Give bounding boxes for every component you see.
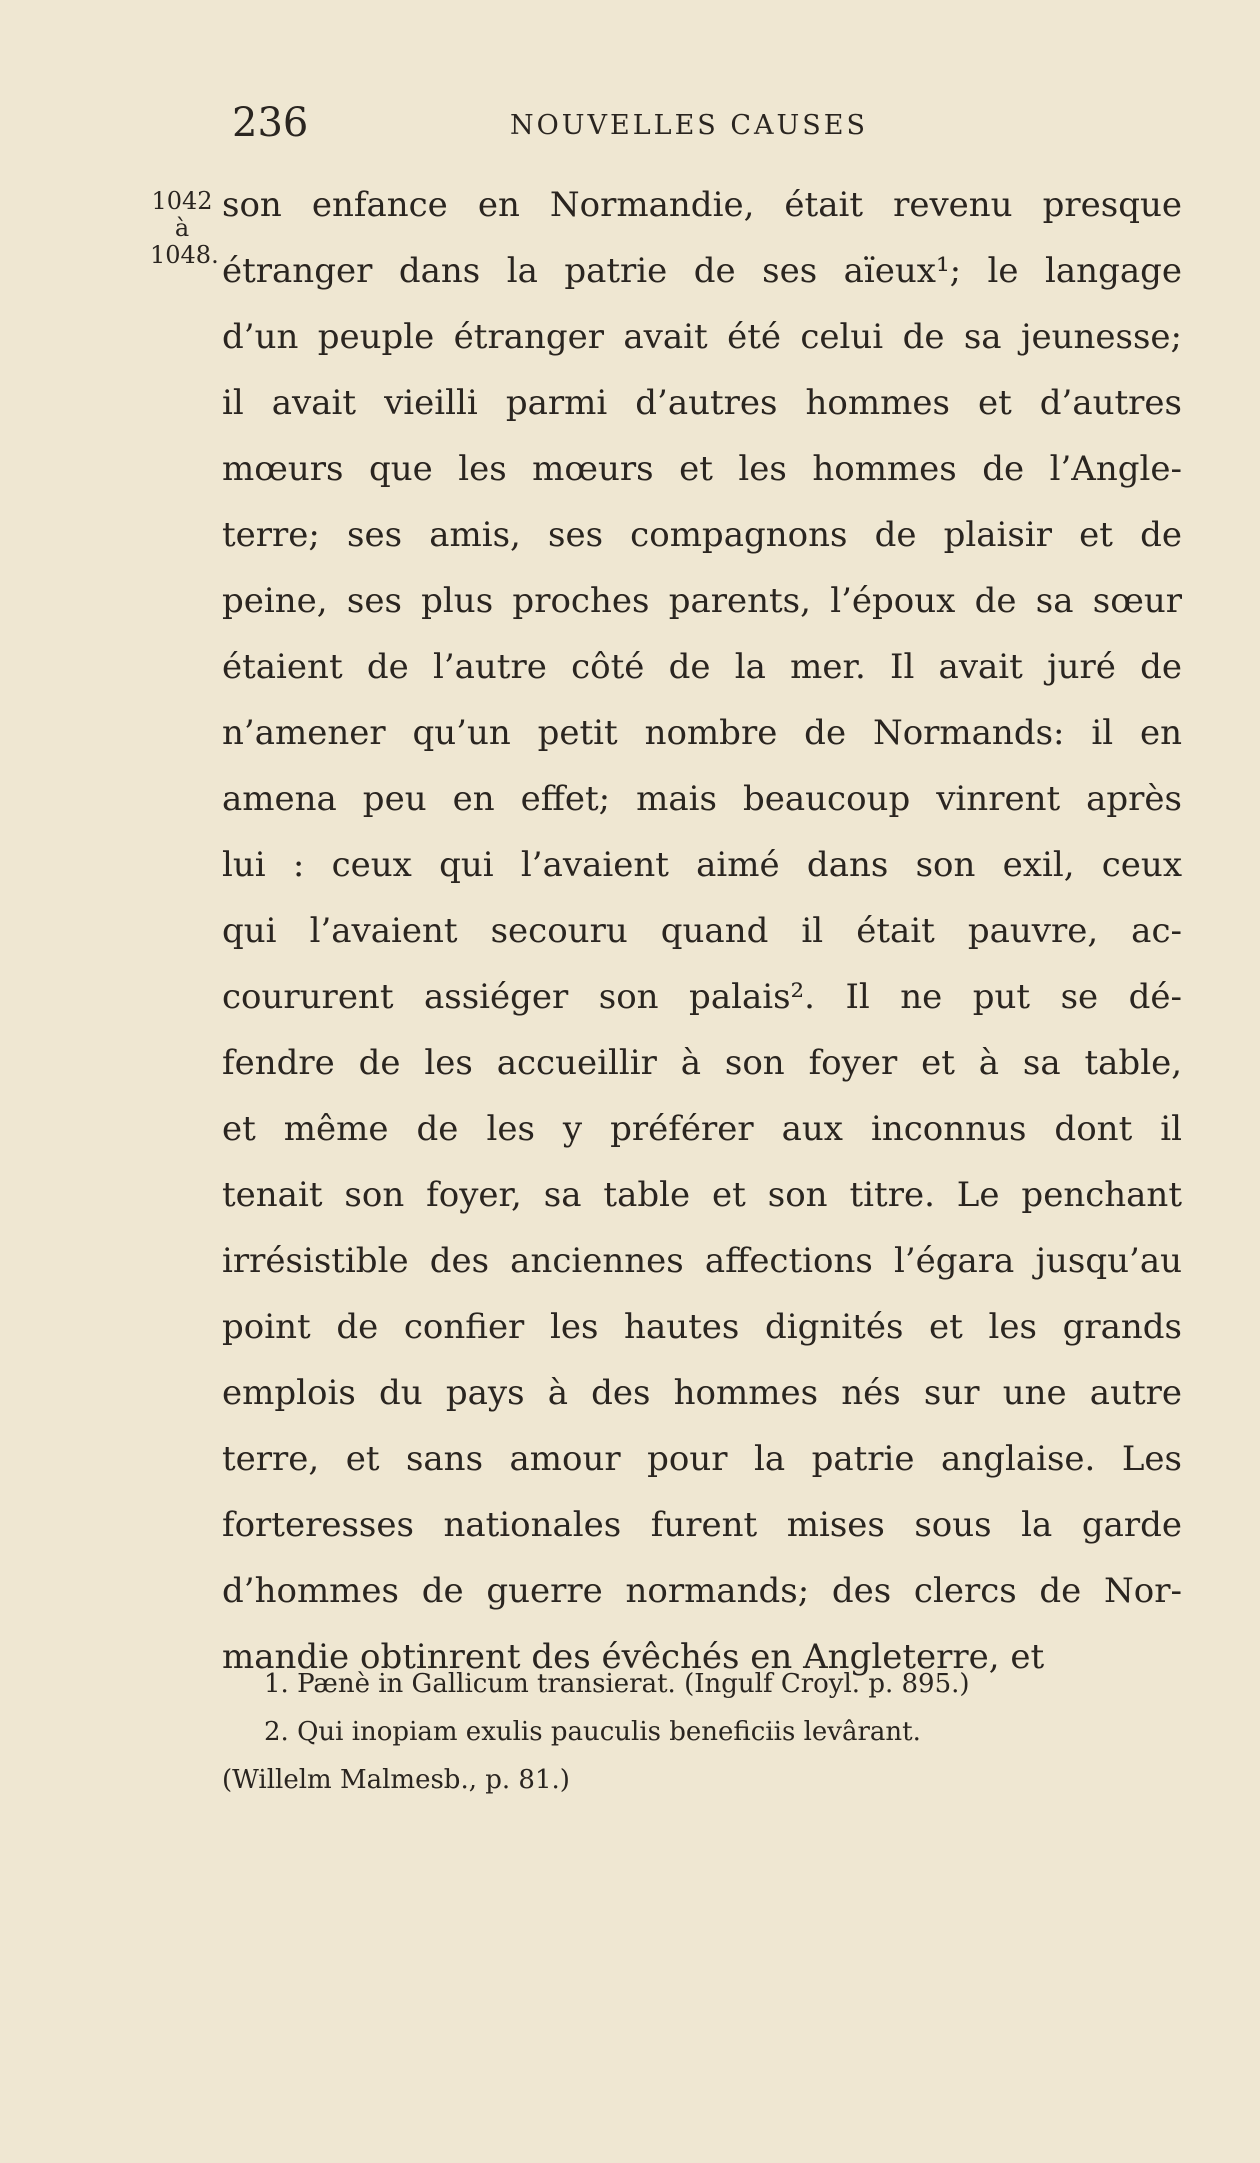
footnotes xyxy=(222,1660,1182,1804)
text-line: et même de les y préférer aux inconnus dont il xyxy=(222,1109,1182,1149)
page-number: 236 xyxy=(232,100,309,146)
text-line: étaient de l’autre côté de la mer. Il avait juré de xyxy=(222,647,1182,687)
margin-date-from: 1042 xyxy=(151,187,213,215)
text-line: étranger dans la patrie de ses aïeux¹; le langage xyxy=(222,251,1182,291)
text-line: tenait son foyer, sa table et son titre. Le penchant xyxy=(222,1175,1182,1215)
page-header xyxy=(232,100,872,160)
text-line: point de confier les hautes dignités et les grands xyxy=(222,1307,1182,1347)
text-line: mandie obtinrent des évêchés en Angleterre, et xyxy=(222,1637,1045,1677)
running-title: NOUVELLES CAUSES xyxy=(510,110,868,141)
text-line: irrésistible des anciennes affections l’égara jusqu’au xyxy=(222,1241,1182,1281)
text-line: il avait vieilli parmi d’autres hommes et d’autres xyxy=(222,383,1182,423)
text-line: amena peu en effet; mais beaucoup vinrent après xyxy=(222,779,1182,819)
text-line: lui : ceux qui l’avaient aimé dans son exil, ceux xyxy=(222,845,1182,885)
text-line: mœurs que les mœurs et les hommes de l’Angle- xyxy=(222,449,1182,489)
margin-date-range xyxy=(150,187,219,269)
margin-date-to: 1048. xyxy=(150,241,219,269)
footnote-2-continuation: (Willelm Malmesb., p. 81.) xyxy=(222,1765,570,1795)
text-line: n’amener qu’un petit nombre de Normands: il en xyxy=(222,713,1182,753)
body-text xyxy=(222,172,1182,1690)
text-line: peine, ses plus proches parents, l’époux de sa sœur xyxy=(222,581,1182,621)
text-line: coururent assiéger son palais². Il ne put se dé- xyxy=(222,977,1182,1017)
text-line: d’hommes de guerre normands; des clercs de Nor- xyxy=(222,1571,1182,1611)
text-line: terre; ses amis, ses compagnons de plaisir et de xyxy=(222,515,1182,555)
text-line: forteresses nationales furent mises sous la garde xyxy=(222,1505,1182,1545)
margin-date-conjunction: à xyxy=(174,214,190,242)
text-line: qui l’avaient secouru quand il était pauvre, ac- xyxy=(222,911,1182,951)
text-line: d’un peuple étranger avait été celui de sa jeunesse; xyxy=(222,317,1182,357)
footnote-2: 2. Qui inopiam exulis pauculis beneficiis levârant. xyxy=(264,1717,921,1747)
text-line: son enfance en Normandie, était revenu presque xyxy=(222,185,1182,225)
text-line: emplois du pays à des hommes nés sur une autre xyxy=(222,1373,1182,1413)
text-line: terre, et sans amour pour la patrie anglaise. Les xyxy=(222,1439,1182,1479)
text-line: fendre de les accueillir à son foyer et à sa table, xyxy=(222,1043,1182,1083)
footnote-1: 1. Pænè in Gallicum transierat. (Ingulf Croyl. p. 895.) xyxy=(264,1669,970,1699)
